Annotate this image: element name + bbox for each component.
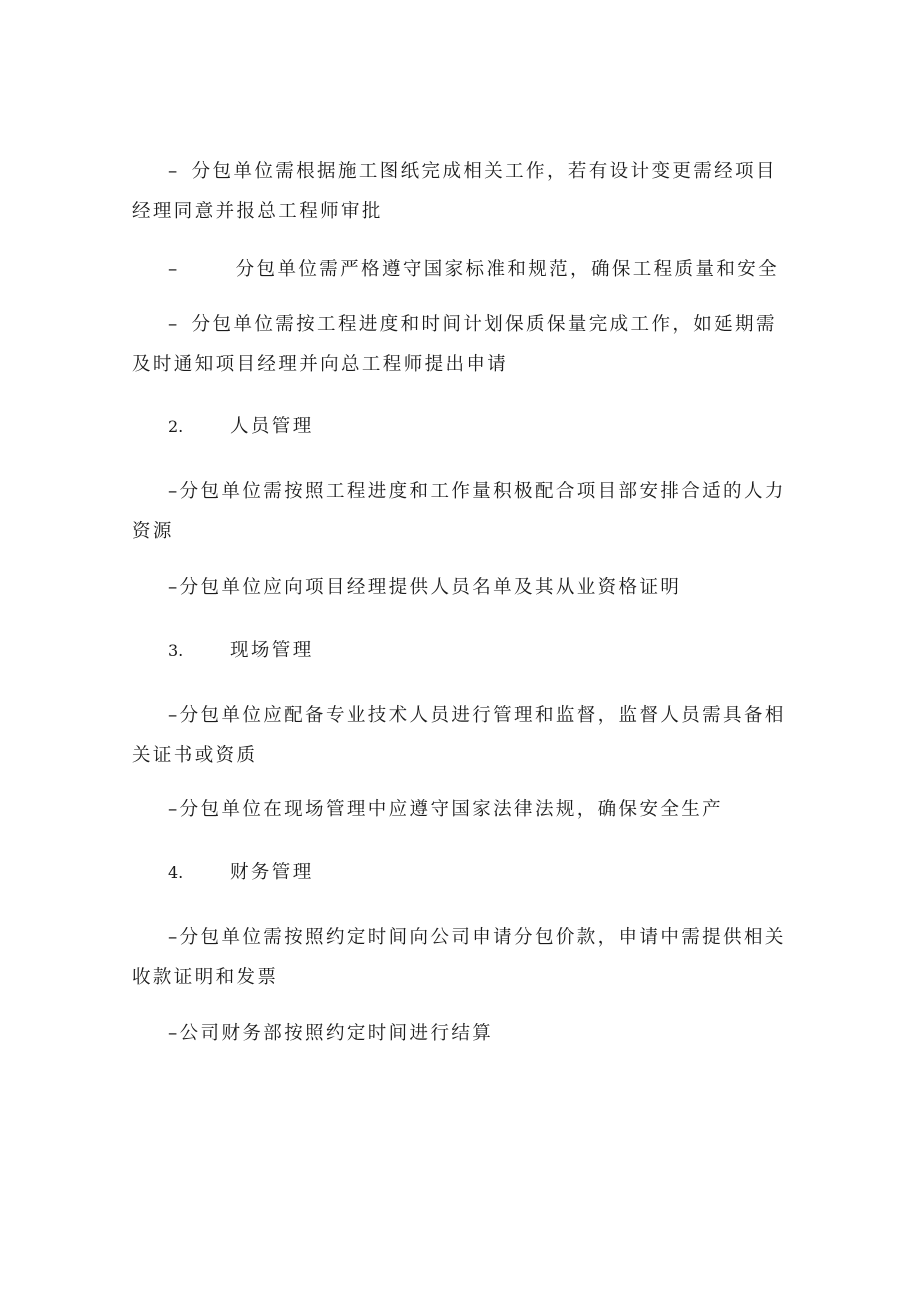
dash-marker: – [168,481,180,502]
paragraph-text: 分包单位应配备专业技术人员进行管理和监督，监督人员需具备相关证书或资质 [132,705,786,766]
dash-marker: – [168,799,180,820]
section-heading-personnel [168,407,314,447]
paragraph-personnel-list [132,568,792,608]
dash-marker: – [168,705,180,726]
paragraph-personnel-resources [132,472,792,552]
dash-marker: – [168,927,180,948]
paragraph-text: 分包单位需严格遵守国家标准和规范，确保工程质量和安全 [235,259,780,280]
dash-marker: – [168,1023,180,1044]
paragraph-site-safety [132,790,792,830]
paragraph-schedule [132,305,792,385]
section-title: 人员管理 [230,416,314,437]
paragraph-text: 公司财务部按照约定时间进行结算 [179,1023,494,1044]
paragraph-drawings [132,152,792,232]
section-number: 2. [168,417,184,436]
paragraph-standards [132,250,792,290]
section-number: 4. [168,863,184,882]
section-title: 现场管理 [230,640,314,661]
paragraph-finance-settlement [132,1014,792,1054]
dash-marker: – [168,577,180,598]
paragraph-text: 分包单位需按照约定时间向公司申请分包价款，申请中需提供相关收款证明和发票 [132,927,786,988]
paragraph-text: 分包单位在现场管理中应遵守国家法律法规，确保安全生产 [179,799,724,820]
section-heading-finance [168,853,314,893]
dash-marker: – [168,161,180,182]
paragraph-text: 分包单位需按照工程进度和工作量积极配合项目部安排合适的人力资源 [132,481,786,542]
paragraph-text: 分包单位需根据施工图纸完成相关工作，若有设计变更需经项目经理同意并报总工程师审批 [132,161,777,222]
section-heading-site [168,631,314,671]
dash-marker: – [168,259,180,280]
paragraph-text: 分包单位需按工程进度和时间计划保质保量完成工作，如延期需及时通知项目经理并向总工程师提出申请 [132,314,777,375]
dash-marker: – [168,314,180,335]
paragraph-site-supervision [132,696,792,776]
section-number: 3. [168,641,184,660]
paragraph-finance-payment [132,918,792,998]
section-title: 财务管理 [230,862,314,883]
paragraph-text: 分包单位应向项目经理提供人员名单及其从业资格证明 [179,577,682,598]
